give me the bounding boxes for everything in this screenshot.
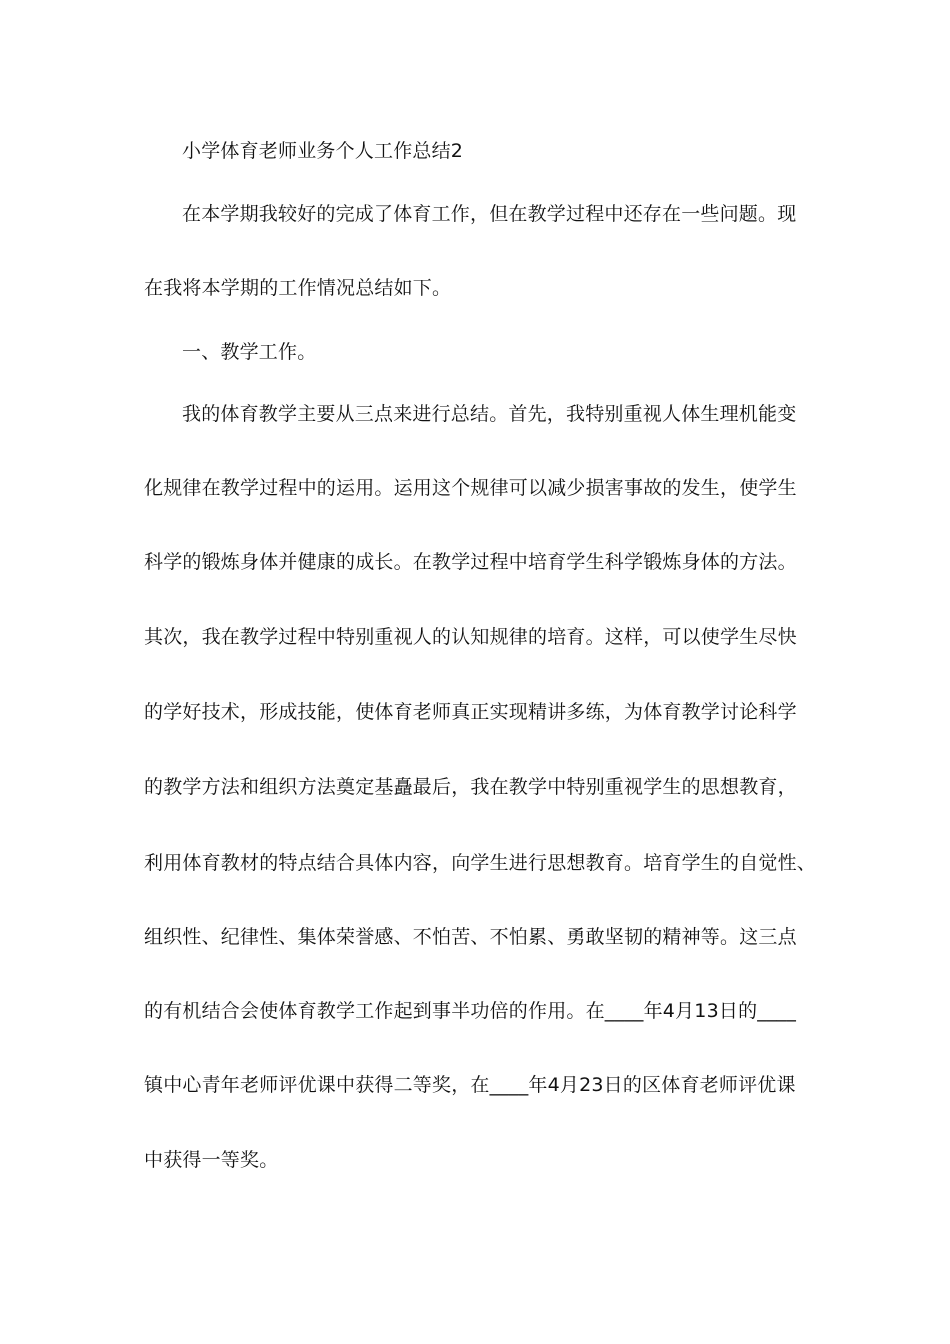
paragraph-line: 利用体育教材的特点结合具体内容，向学生进行思想教育。培育学生的自觉性、 bbox=[144, 852, 817, 874]
document-title: 小学体育老师业务个人工作总结2 bbox=[182, 140, 464, 162]
paragraph-line: 组织性、纪律性、集体荣誉感、不怕苦、不怕累、勇敢坚韧的精神等。这三点 bbox=[144, 926, 797, 948]
section-heading: 一、教学工作。 bbox=[182, 341, 317, 363]
paragraph-line: 其次，我在教学过程中特别重视人的认知规律的培育。这样，可以使学生尽快 bbox=[144, 626, 797, 648]
paragraph-line: 在我将本学期的工作情况总结如下。 bbox=[144, 277, 452, 299]
paragraph-line: 我的体育教学主要从三点来进行总结。首先，我特别重视人体生理机能变 bbox=[182, 403, 797, 425]
paragraph-line: 科学的锻炼身体并健康的成长。在教学过程中培育学生科学锻炼身体的方法。 bbox=[144, 551, 797, 573]
paragraph-line: 的有机结合会使体育教学工作起到事半功倍的作用。在____年4月13日的____ bbox=[144, 1000, 797, 1022]
paragraph-line: 化规律在教学过程中的运用。运用这个规律可以减少损害事故的发生，使学生 bbox=[144, 477, 797, 499]
paragraph-line: 中获得一等奖。 bbox=[144, 1149, 279, 1171]
paragraph-line: 的学好技术，形成技能，使体育老师真正实现精讲多练，为体育教学讨论科学 bbox=[144, 701, 797, 723]
paragraph-line: 的教学方法和组织方法奠定基矗最后，我在教学中特别重视学生的思想教育， bbox=[144, 776, 797, 798]
paragraph-line: 在本学期我较好的完成了体育工作，但在教学过程中还存在一些问题。现 bbox=[182, 203, 797, 225]
paragraph-line: 镇中心青年老师评优课中获得二等奖，在____年4月23日的区体育老师评优课 bbox=[144, 1074, 796, 1096]
